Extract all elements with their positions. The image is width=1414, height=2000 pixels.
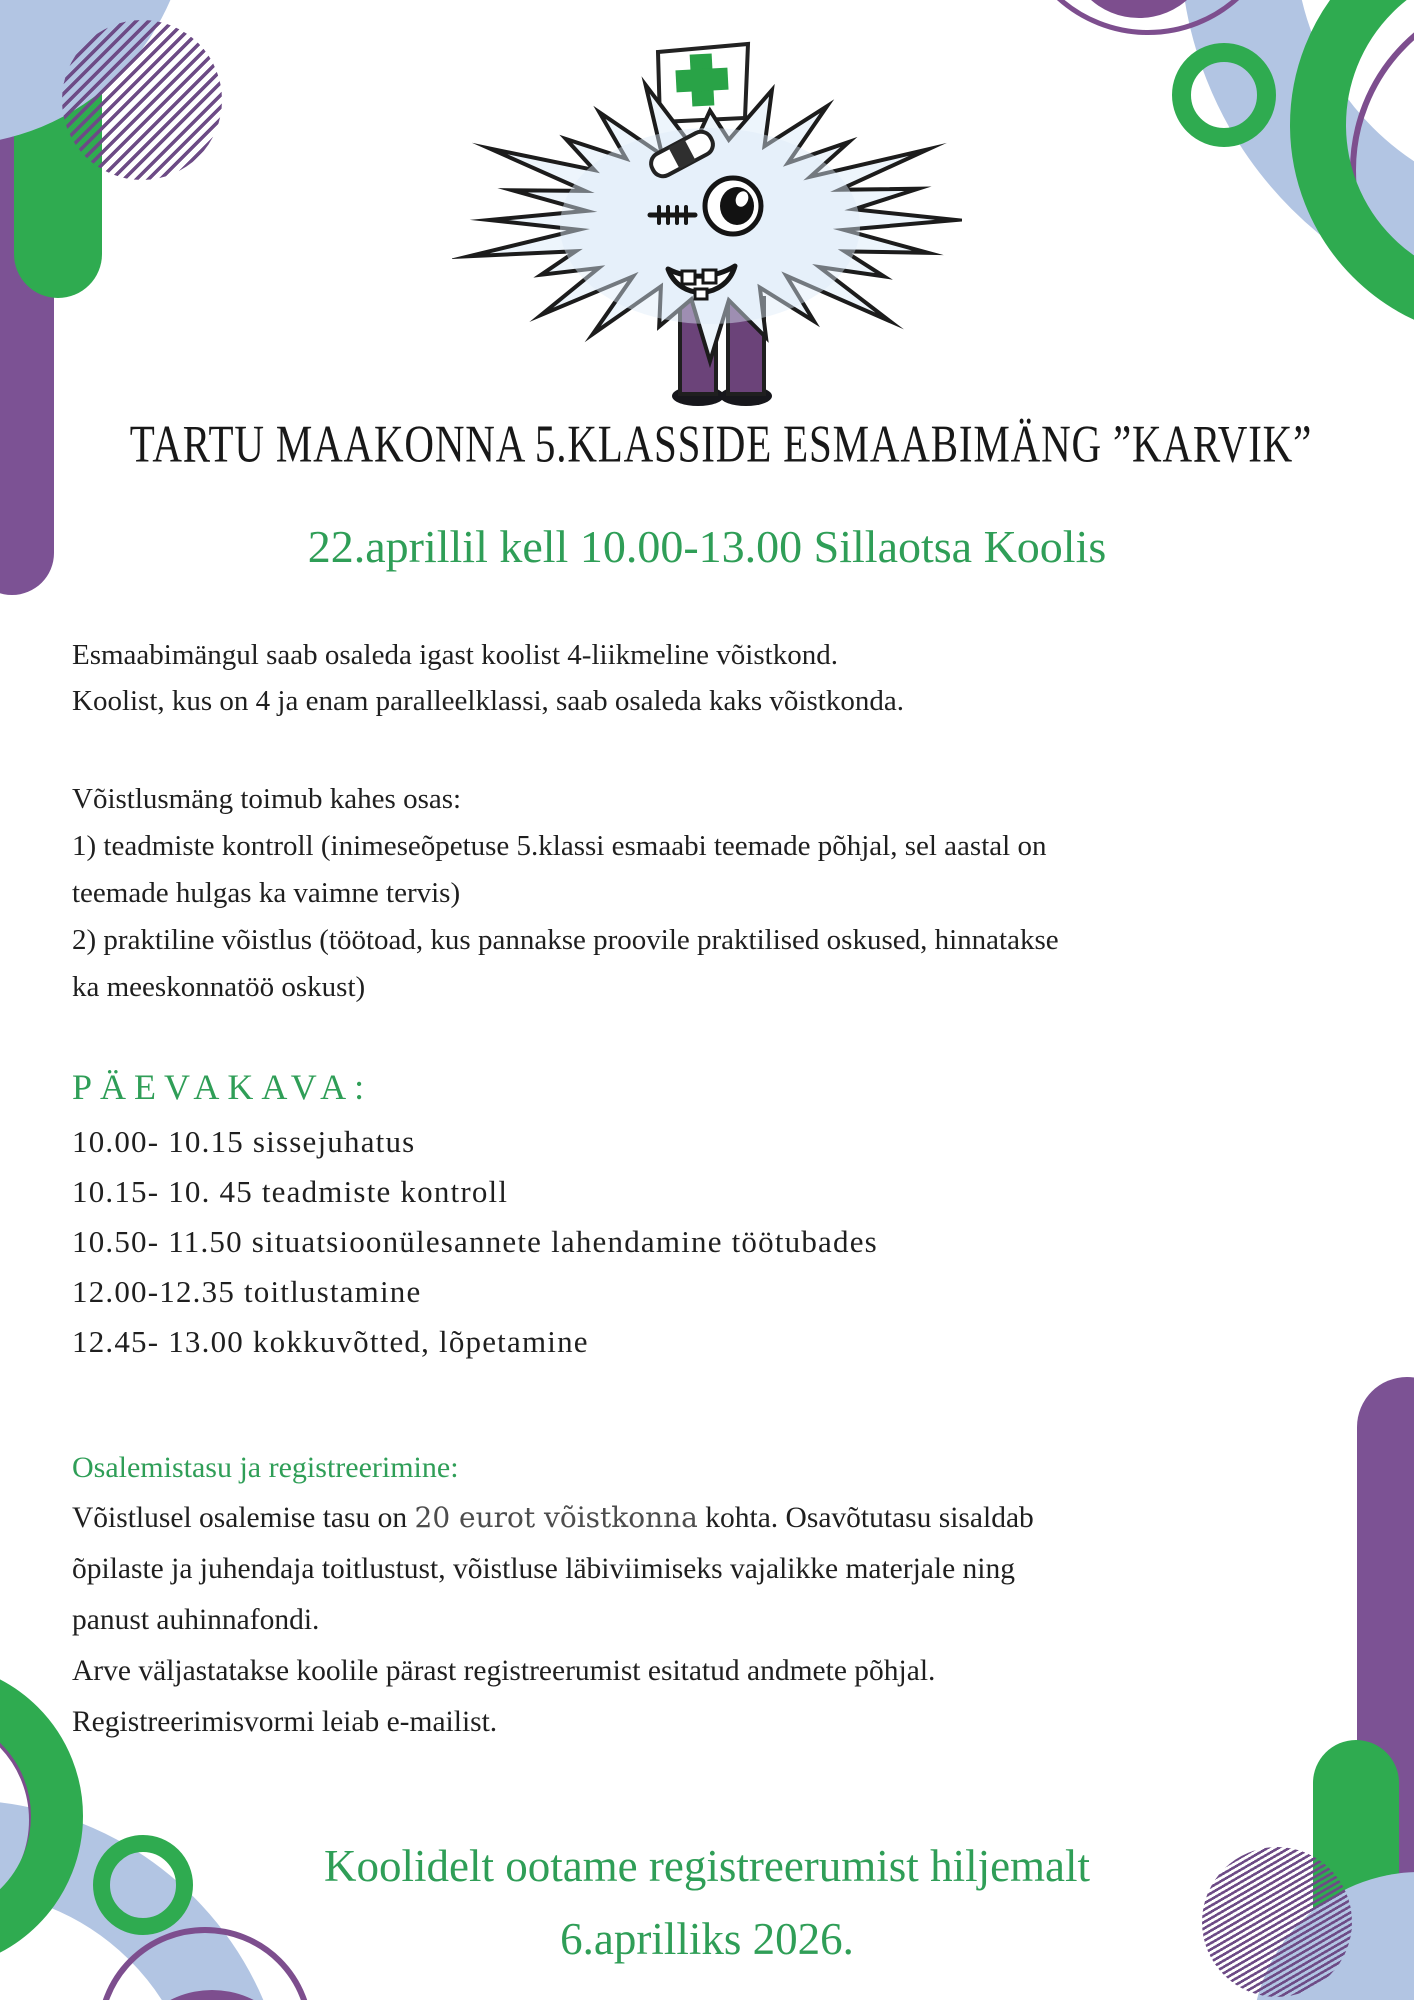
schedule-list [72,1117,1382,1367]
registration-fee-amount: 20 eurot võistkonna [414,1501,698,1534]
registration-line [72,1492,1382,1544]
deadline-line: 6.aprilliks 2026. [560,1914,854,1964]
mascot-eye [705,178,761,234]
format-line: Võistlusmäng toimub kahes osas: [72,783,462,815]
registration-fee-pre: Võistlusel osalemise tasu on [72,1502,415,1534]
registration-line: Registreerimisvormi leiab e-mailist. [72,1706,498,1738]
registration-paragraph [72,1492,1382,1748]
registration-heading: Osalemistasu ja registreerimine: [72,1451,459,1484]
registration-line: õpilaste ja juhendaja toitlustust, võistluse läbiviimiseks vajalikke materjale ning [72,1553,1015,1585]
poster-title [0,413,1414,471]
intro-line: Esmaabimängul saab osaleda igast koolist 4-liikmeline võistkond. [72,639,838,671]
poster-subtitle: 22.aprillil kell 10.00-13.00 Sillaotsa Koolis [307,521,1107,572]
format-line: ka meeskonnatöö oskust) [72,971,366,1003]
schedule-item: 12.00-12.35 toitlustamine [72,1274,422,1309]
intro-paragraph [72,632,1382,724]
schedule-heading: PÄEVAKAVA: [72,1067,373,1107]
format-line: teemade hulgas ka vaimne tervis) [72,877,461,909]
poster-title-text: TARTU MAAKONNA 5.KLASSIDE ESMAABIMÄNG ”KARVIK” [129,414,1313,473]
schedule-item: 12.45- 13.00 kokkuvõtted, lõpetamine [72,1324,589,1359]
schedule-item: 10.50- 11.50 situatsioonülesannete lahendamine töötubades [72,1224,878,1259]
schedule-item: 10.00- 10.15 sissejuhatus [72,1124,416,1159]
deadline-line: Koolidelt ootame registreerumist hiljemalt [323,1841,1091,1891]
registration-fee-post: kohta. Osavõtutasu sisaldab [697,1502,1034,1534]
format-line: 1) teadmiste kontroll (inimeseõpetuse 5.klassi esmaabi teemade põhjal, sel aastal on [72,830,1047,862]
format-line: 2) praktiline võistlus (töötoad, kus pannakse proovile praktilised oskused, hinnatakse [72,924,1059,956]
registration-deadline-note [0,1830,1414,1976]
intro-line: Koolist, kus on 4 ja enam paralleelklassi, saab osaleda kaks võistkonda. [72,685,904,717]
registration-line: panust auhinnafondi. [72,1604,320,1636]
format-paragraph [72,776,1382,1011]
registration-line: Arve väljastatakse koolile pärast registreerumist esitatud andmete põhjal. [72,1655,936,1687]
mascot-nurse-cap [658,44,748,122]
schedule-item: 10.15- 10. 45 teadmiste kontroll [72,1174,509,1209]
mascot-monster-illustration [452,36,962,408]
